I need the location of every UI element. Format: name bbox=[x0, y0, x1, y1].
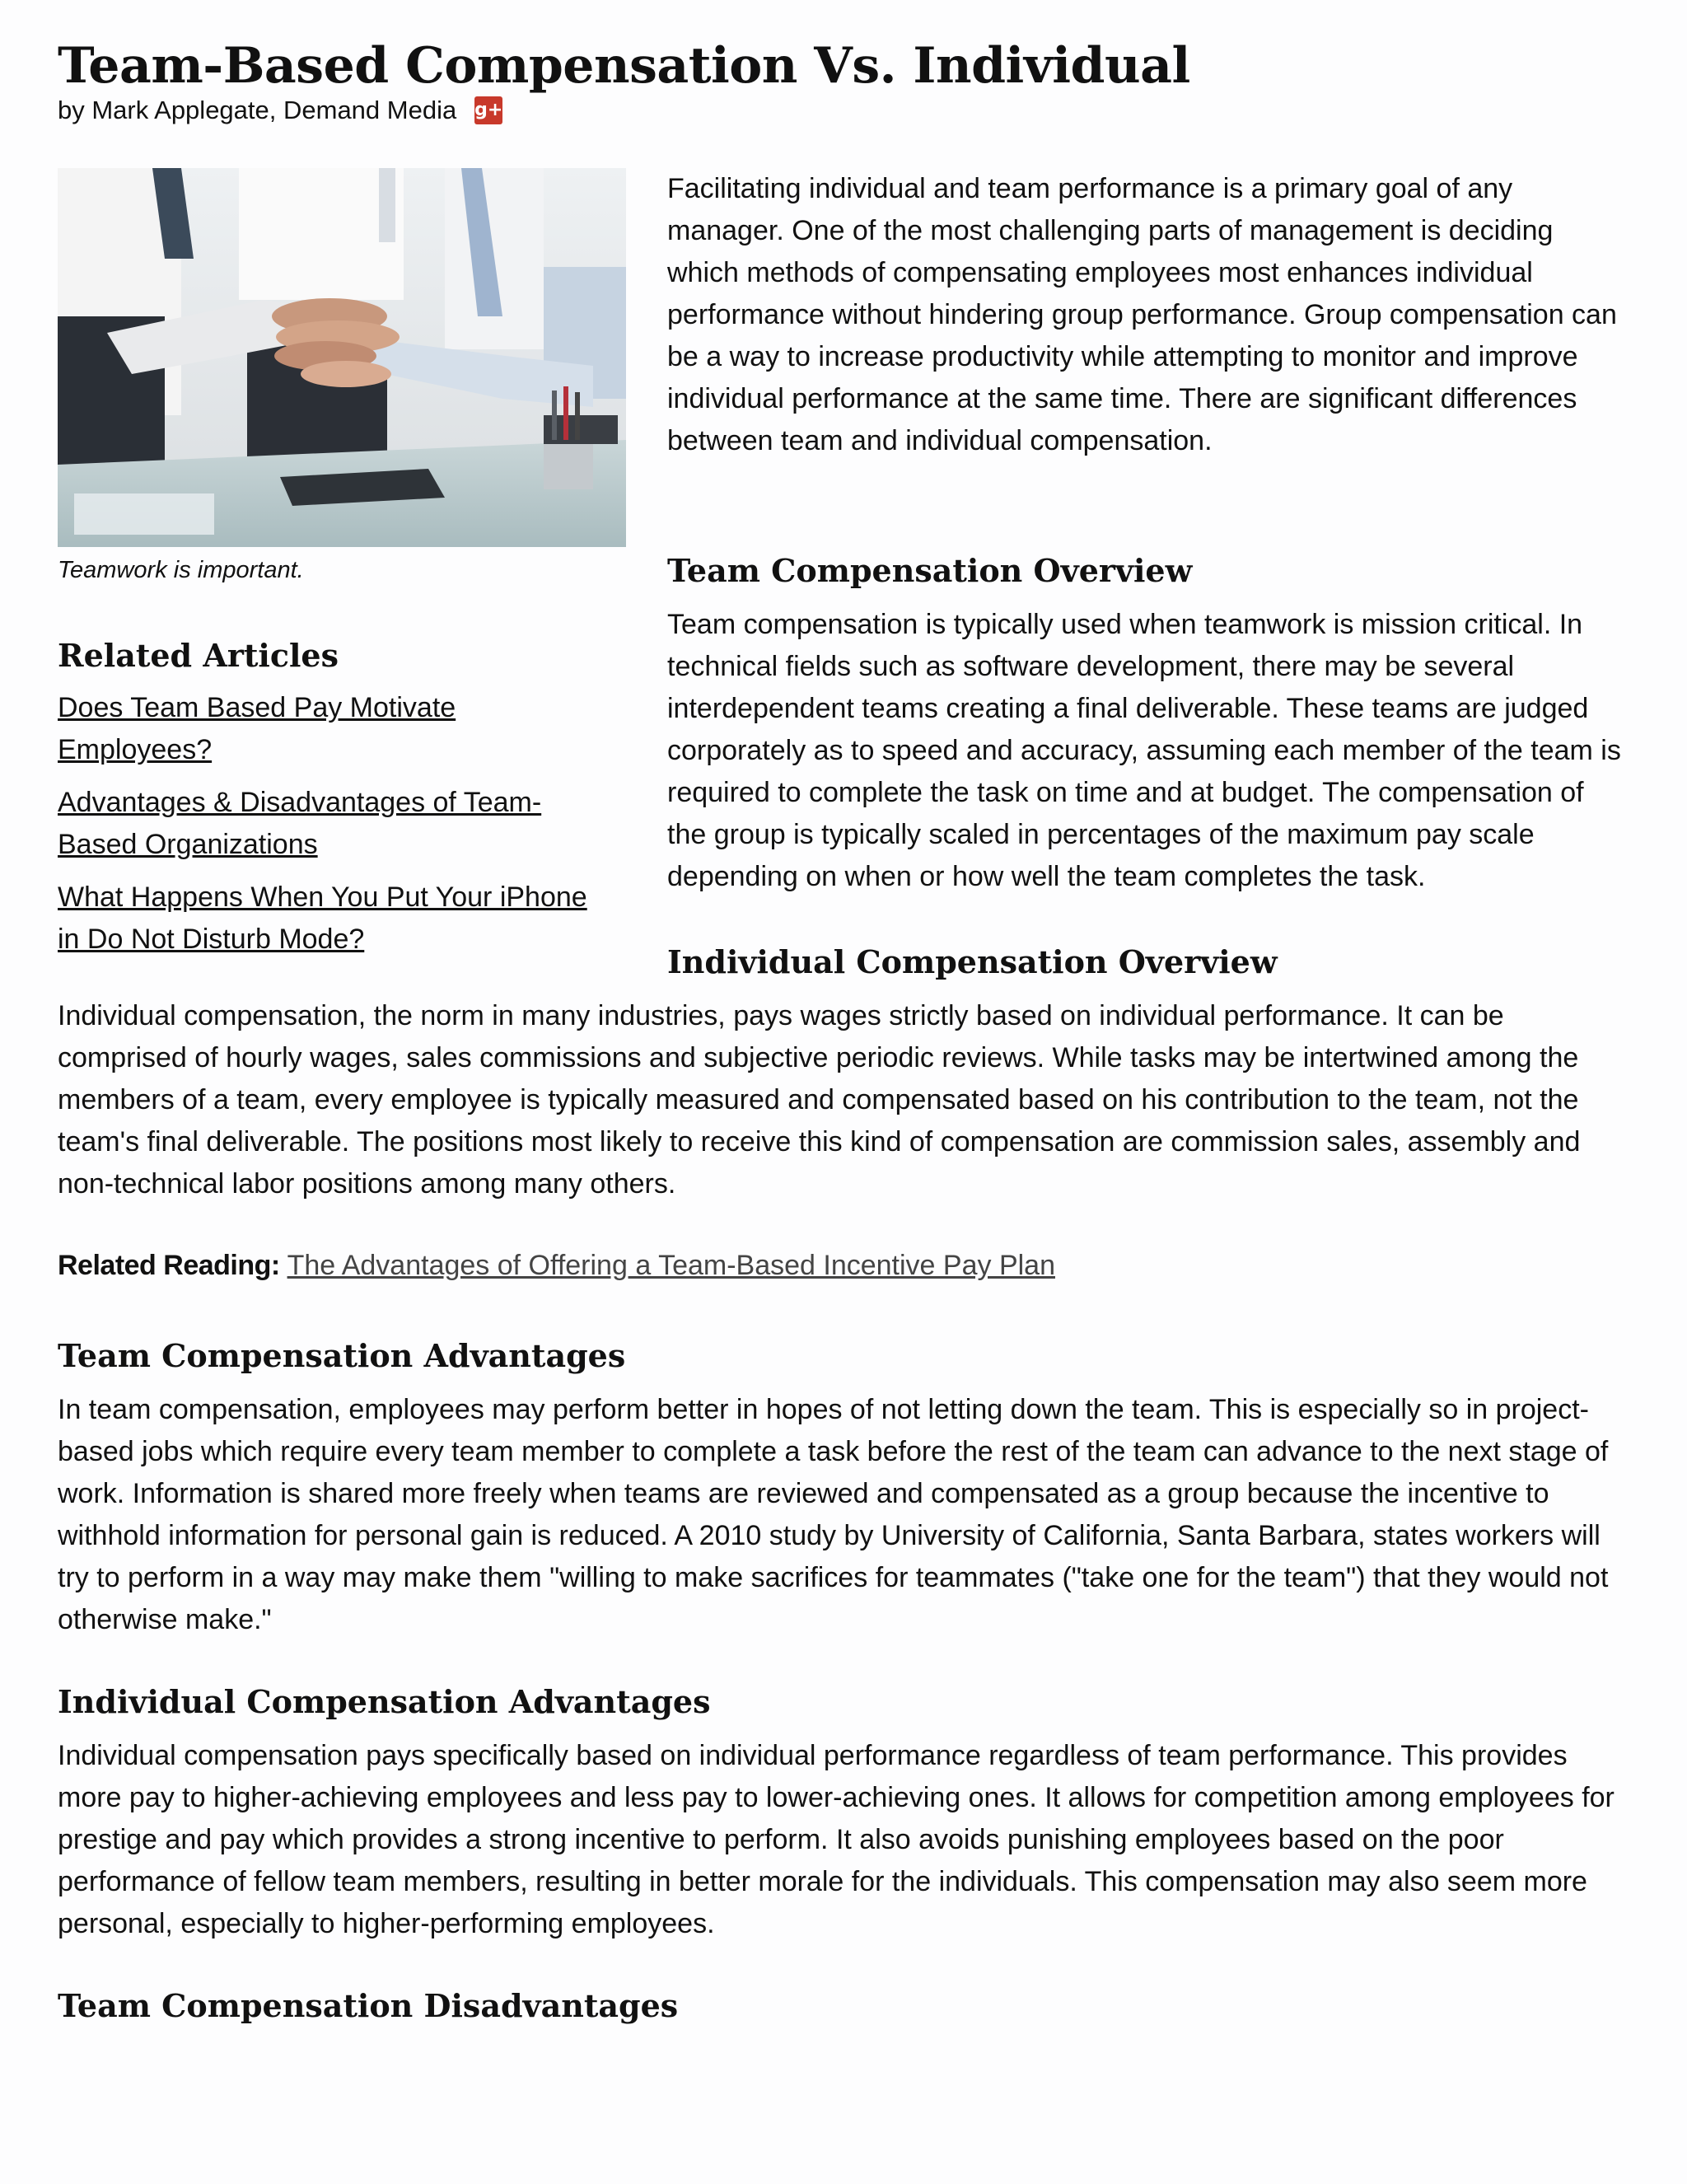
individual-advantages-paragraph: Individual compensation pays specifically based on individual performance regardless of team performance. This provides more pay to higher-achieving employees and less pay to lower-achieving ones. It allows for competition among employees for prestige and pay which provides a strong incentive to perform. It also avoids punishing employees based on the poor performance of fellow team members, resulting in better morale for the individuals. This compensation may also seem more personal, especially to higher-performing employees. bbox=[58, 1740, 1615, 1939]
related-article-link[interactable]: Does Team Based Pay Motivate Employees? bbox=[58, 692, 456, 765]
sidebar-column bbox=[58, 168, 626, 971]
byline-text: by Mark Applegate, Demand Media bbox=[58, 96, 457, 124]
related-article-link[interactable]: What Happens When You Put Your iPhone in Do Not Disturb Mode? bbox=[58, 882, 587, 955]
article-title: Team-Based Compensation Vs. Individual bbox=[58, 37, 1190, 95]
google-plus-icon[interactable]: g+ bbox=[474, 96, 502, 124]
related-reading-link[interactable]: The Advantages of Offering a Team-Based Incentive Pay Plan bbox=[287, 1250, 1055, 1281]
team-disadvantages-heading: Team Compensation Disadvantages bbox=[58, 1987, 679, 2024]
intro-paragraph: Facilitating individual and team performance is a primary goal of any manager. One of the most challenging parts of management is deciding which methods of compensating employees most enhances individual performance without hindering group performance. Group compensation can be a way to increase productivity while attempting to monitor and improve individual performance at the same time. There are significant differences between team and individual compensation. bbox=[667, 173, 1617, 456]
team-overview-heading: Team Compensation Overview bbox=[667, 552, 1193, 589]
individual-overview-heading: Individual Compensation Overview bbox=[667, 943, 1278, 980]
team-advantages-heading: Team Compensation Advantages bbox=[58, 1337, 626, 1374]
related-articles-heading: Related Articles bbox=[58, 637, 339, 674]
image-caption: Teamwork is important. bbox=[58, 557, 304, 583]
individual-advantages-heading: Individual Compensation Advantages bbox=[58, 1683, 711, 1720]
individual-overview-paragraph: Individual compensation, the norm in many industries, pays wages strictly based on individual performance. It can be comprised of hourly wages, sales commissions and subjective periodic reviews. While tasks may be intertwined among the members of a team, every employee is typically measured and compensated based on his contribution to the team, not the team's final deliverable. The positions most likely to receive this kind of compensation are commission sales, assembly and non-technical labor positions among many others. bbox=[58, 1000, 1581, 1200]
team-advantages-paragraph: In team compensation, employees may perform better in hopes of not letting down the team. This is especially so in project-based jobs which require every team member to complete a task before the rest of the team can advance to the next stage of work. Information is shared more freely when teams are reviewed and compensated as a group because the incentive to withhold information for personal gain is reduced. A 2010 study by University of California, Santa Barbara, states workers will try to perform in a way may make them "willing to make sacrifices for teammates ("take one for the team") that they would not otherwise make." bbox=[58, 1394, 1609, 1635]
team-overview-paragraph: Team compensation is typically used when teamwork is mission critical. In technical fields such as software development, there may be several interdependent teams creating a final deliverable. These teams are judged corporately as to speed and accuracy, assuming each member of the team is required to complete the task on time and at budget. The compensation of the group is typically scaled in percentages of the maximum pay scale depending on when or how well the team completes the task. bbox=[667, 609, 1621, 892]
related-reading bbox=[58, 1245, 1629, 1287]
related-article-link[interactable]: Advantages & Disadvantages of Team-Based Organizations bbox=[58, 787, 542, 860]
teamwork-photo bbox=[58, 168, 626, 547]
related-reading-label: Related Reading: bbox=[58, 1250, 280, 1281]
